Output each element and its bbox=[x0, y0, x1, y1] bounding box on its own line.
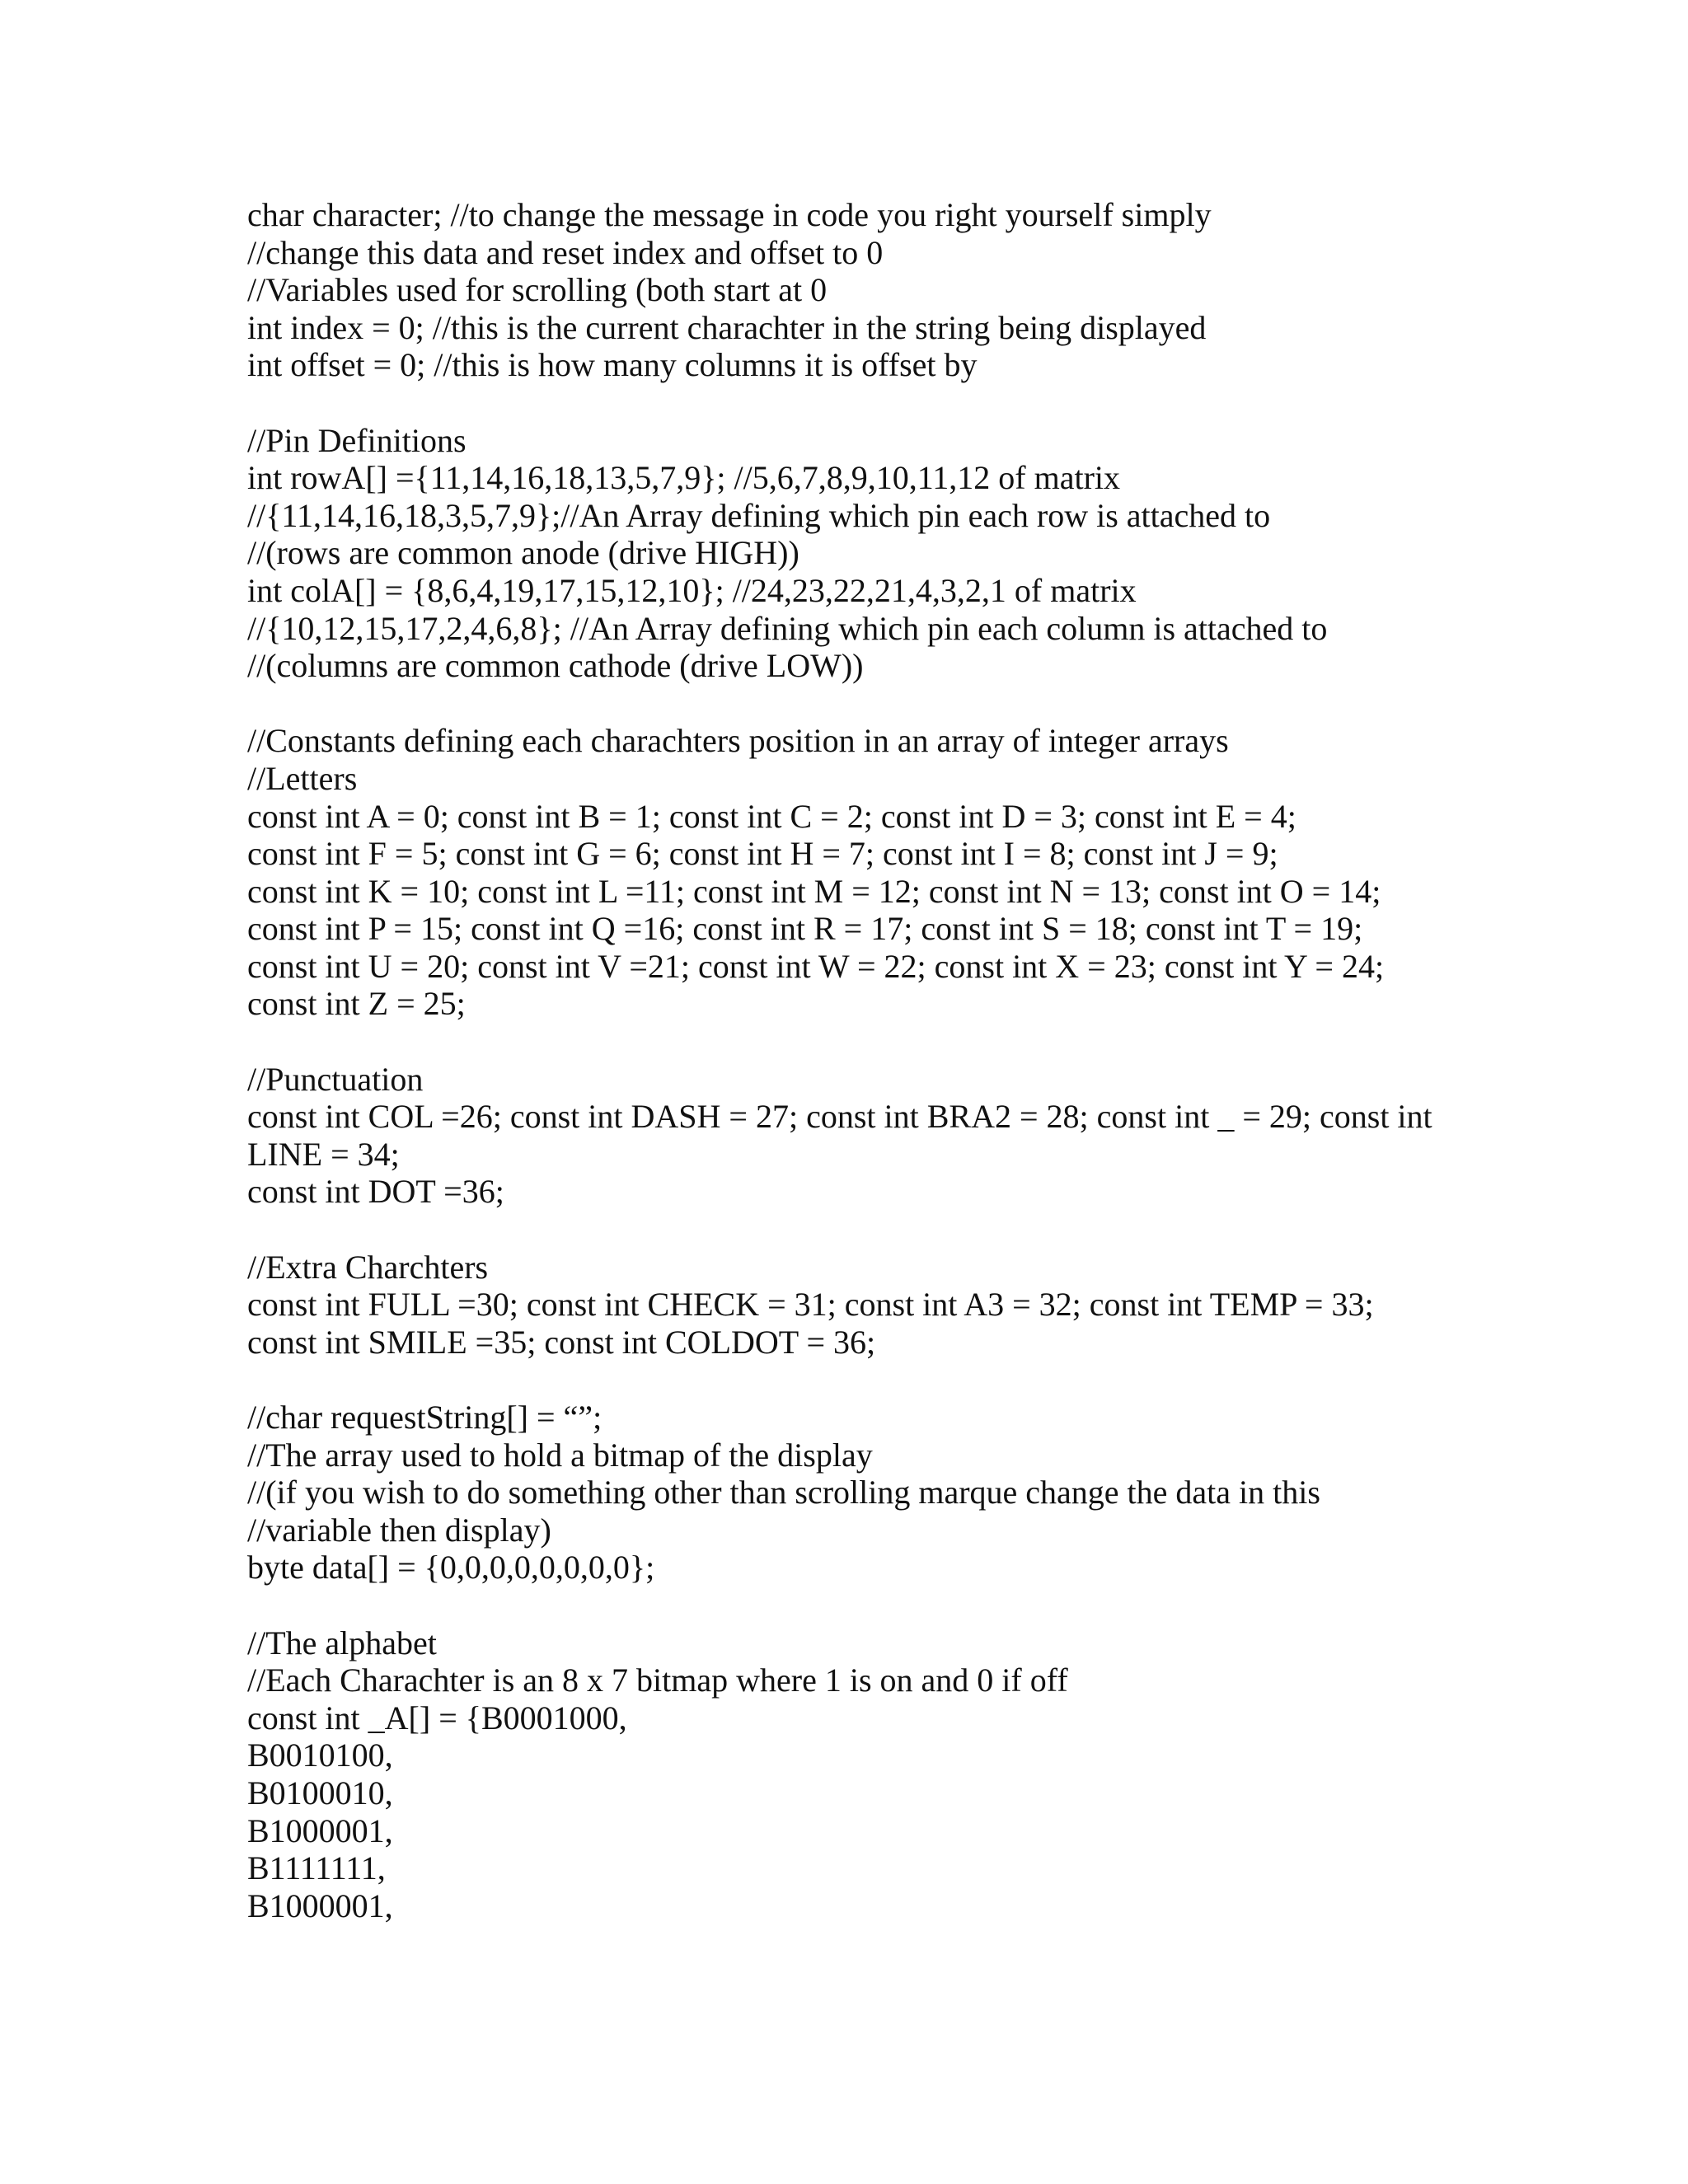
text-line: //variable then display) bbox=[247, 1511, 551, 1549]
text-line: LINE = 34; bbox=[247, 1135, 400, 1173]
text-line: //(columns are common cathode (drive LOW)) bbox=[247, 647, 864, 685]
paragraph-punctuation bbox=[247, 1061, 1648, 1211]
text-line: //Constants defining each charachters position in an array of integer arrays bbox=[247, 722, 1229, 760]
text-line: int offset = 0; //this is how many columns it is offset by bbox=[247, 346, 978, 384]
text-line: B0010100, bbox=[247, 1736, 393, 1774]
blank-line bbox=[247, 1361, 1648, 1399]
text-line: int colA[] = {8,6,4,19,17,15,12,10}; //24,23,22,21,4,3,2,1 of matrix bbox=[247, 571, 1137, 609]
blank-line bbox=[247, 1211, 1648, 1249]
text-line: char character; //to change the message in code you right yourself simply bbox=[247, 196, 1212, 233]
text-line: //Punctuation bbox=[247, 1060, 424, 1098]
text-line: const int FULL =30; const int CHECK = 31; const int A3 = 32; const int TEMP = 33; bbox=[247, 1286, 1374, 1324]
paragraph-scroll-variables bbox=[247, 196, 1648, 384]
text-line: B1000001, bbox=[247, 1811, 393, 1849]
blank-line bbox=[247, 1586, 1648, 1624]
text-line: //Pin Definitions bbox=[247, 421, 467, 459]
text-line: byte data[] = {0,0,0,0,0,0,0,0}; bbox=[247, 1549, 655, 1586]
text-line: int index = 0; //this is the current charachter in the string being displayed bbox=[247, 308, 1207, 346]
text-line: const int COL =26; const int DASH = 27; const int BRA2 = 28; const int _ = 29; const int bbox=[247, 1098, 1432, 1136]
text-line: //Letters bbox=[247, 759, 358, 797]
text-line: const int K = 10; const int L =11; const int M = 12; const int N = 13; const int O = 14; bbox=[247, 872, 1381, 910]
text-line: //The array used to hold a bitmap of the display bbox=[247, 1436, 873, 1474]
text-line: //Variables used for scrolling (both start at 0 bbox=[247, 271, 828, 309]
blank-line bbox=[247, 685, 1648, 723]
document-text bbox=[247, 196, 1648, 1924]
text-line: int rowA[] ={11,14,16,18,13,5,7,9}; //5,6,7,8,9,10,11,12 of matrix bbox=[247, 459, 1121, 497]
text-line: //{11,14,16,18,3,5,7,9};//An Array defining which pin each row is attached to bbox=[247, 496, 1271, 534]
text-line: //(if you wish to do something other than scrolling marque change the data in this bbox=[247, 1474, 1320, 1511]
text-line: const int P = 15; const int Q =16; const int R = 17; const int S = 18; const int T = 19; bbox=[247, 910, 1363, 948]
text-line: B1000001, bbox=[247, 1886, 393, 1924]
text-line: const int A = 0; const int B = 1; const int C = 2; const int D = 3; const int E = 4; bbox=[247, 797, 1296, 835]
paragraph-letter-constants bbox=[247, 722, 1648, 1023]
text-line: //change this data and reset index and offset to 0 bbox=[247, 233, 884, 271]
blank-line bbox=[247, 1023, 1648, 1061]
text-line: const int U = 20; const int V =21; const int W = 22; const int X = 23; const int Y = 24; bbox=[247, 947, 1385, 985]
text-line: const int _A[] = {B0001000, bbox=[247, 1699, 627, 1736]
text-line: //Extra Charchters bbox=[247, 1248, 489, 1286]
text-line: B0100010, bbox=[247, 1774, 393, 1811]
text-line: //char requestString[] = “”; bbox=[247, 1399, 603, 1436]
text-line: //Each Charachter is an 8 x 7 bitmap where 1 is on and 0 if off bbox=[247, 1661, 1068, 1699]
blank-line bbox=[247, 384, 1648, 422]
paragraph-alphabet bbox=[247, 1624, 1648, 1925]
text-line: const int F = 5; const int G = 6; const int H = 7; const int I = 8; const int J = 9; bbox=[247, 835, 1278, 873]
text-line: const int DOT =36; bbox=[247, 1173, 504, 1211]
paragraph-pin-definitions bbox=[247, 422, 1648, 685]
text-line: B1111111, bbox=[247, 1849, 386, 1887]
text-line: const int Z = 25; bbox=[247, 985, 466, 1023]
text-line: const int SMILE =35; const int COLDOT = 36; bbox=[247, 1323, 876, 1361]
text-line: //{10,12,15,17,2,4,6,8}; //An Array defining which pin each column is attached to bbox=[247, 609, 1328, 647]
text-line: //The alphabet bbox=[247, 1624, 437, 1661]
text-line: //(rows are common anode (drive HIGH)) bbox=[247, 534, 799, 572]
paragraph-extra-characters bbox=[247, 1249, 1648, 1361]
paragraph-display-bitmap bbox=[247, 1399, 1648, 1586]
